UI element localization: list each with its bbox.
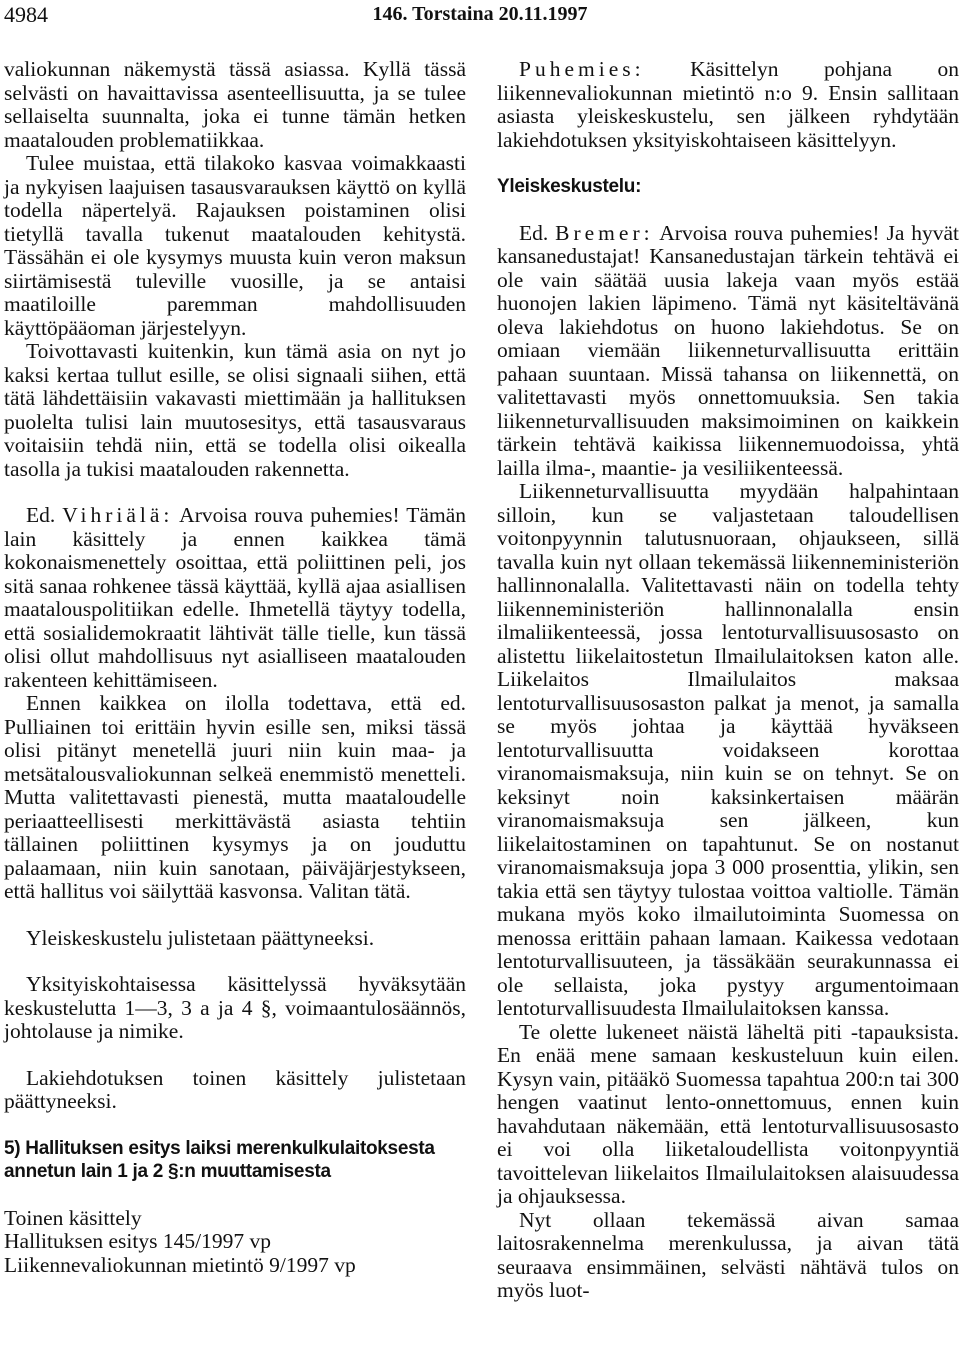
speaker-title: Ed.	[26, 503, 63, 527]
debate-closed: Yleiskeskustelu julistetaan päättyneeksi.	[26, 925, 375, 950]
detailed-reading: Yksityiskohtaisessa käsittelyssä hyväksytään keskustelutta 1—3, 3 a ja 4 §, voimaantulosäännös, johtolause ja nimike.	[4, 972, 466, 1043]
speaker-name: Bremer:	[555, 220, 654, 245]
right-column	[497, 58, 959, 1303]
speaker-name: Puhemies:	[519, 57, 645, 81]
page-header	[4, 0, 956, 30]
speech-text: Arvoisa rouva puhemies! Tämän lain käsittely ja ennen kaikkea tämä kokonaismenettely osoittaa, että poliittinen peli, jos sitä sanaa rohkenee tässä käyttää, kyllä ajaa asiallisen maatalouspolitiikan edelle. Ihmetellä täytyy todella, että sosialidemokraatit lähtivät tälle tielle, kun tässä olisi ollut mahdollisuus nyt asialliseen maatalouden rakenteen kehittämiseen.	[4, 503, 466, 692]
paragraph: valiokunnan näkemystä tässä asiassa. Kyllä tässä selvästi on havaittavissa asenteellisuutta, ja se tulee sellaiselta suunnalta, joka ei tunne tämän hetken maatalouden problematiikkaa.	[4, 57, 466, 152]
paragraph: Nyt ollaan tekemässä aivan samaa laitosrakennelma merenkulussa, ja aivan tätä seuraava ensimmäinen, selvästi nähtävä tulos on myös luot-	[497, 1207, 959, 1302]
page-number: 4984	[4, 2, 48, 27]
paragraph: Ennen kaikkea on ilolla todettava, että ed. Pulliainen toi erittäin hyvin esille sen, miksi tässä olisi pitänyt menetellä juuri niin kuin maa- ja metsätalousvaliokunnan selkeä enemmistö menetteli. Mutta valitettavasti pienestä, mutta maataloudelle periaatteellisesti merkittävästä asiasta tehtiin tällainen poliittinen kysymys ja on jouduttu palaamaan, niin kuin sanotaan, päiväjärjestykseen, että hallitus voi säilyttää kasvonsa. Valitan tätä.	[4, 691, 466, 903]
paragraph: Toivottavasti kuitenkin, kun tämä asia on nyt jo kaksi kertaa tullut esille, se olisi signaali siihen, että tätä lähdettäisiin vakavasti miettimään ja hallituksen puolelta tulisi lain muutosesitys, että tasausvaraus voitaisiin tehdä niin, että se todella olisi oikealla tasolla ja tukisi maatalouden rakennetta.	[4, 339, 466, 481]
agenda-item-heading: 5) Hallituksen esitys laiksi merenkulkulaitoksesta annetun lain 1 ja 2 §:n muuttamisesta	[4, 1137, 435, 1182]
government-proposal-ref: Hallituksen esitys 145/1997 vp	[4, 1229, 271, 1253]
speaker-name: Vihriälä:	[62, 503, 174, 527]
subheading: Yleiskeskustelu:	[497, 176, 642, 197]
speaker-title: Ed.	[519, 220, 556, 245]
speech-text: Käsittelyn pohjana on liikennevaliokunnan mietintö n:o 9. Ensin sallitaan asiasta yleiskeskustelu, sen jälkeen ryhdytään lakiehdotuksen yksityiskohtaiseen käsittelyyn.	[497, 57, 959, 152]
paragraph: Liikenneturvallisuutta myydään halpahintaan silloin, kun se valjastetaan taloudellisen voitonpyynnin talutusnuoraan, ohjaukseen, sillä tavalla kuin nyt ollaan tekemässä liikenneministeriön hallinnonalalla. Valitettavasti näin on todella tehty liikenneministeriön hallinnonalalla ensin ilmaliikenteessä, jossa lentoturvallisuusosasto on alistettu liikelaitostetun Ilmailulaitoksen katon alle. Liikelaitos Ilmailulaitos maksaa lentoturvallisuusosaston palkat ja menot, ja samalla se myös johtaa ja käyttää hyväkseen lentoturvallisuutta voidakseen korottaa viranomaismaksuja, niin kuin se on tehnyt. Se on keksinyt noin kaksinkertaisen määrän viranomaismaksuja sen jälkeen, kun liikelaitostaminen on tapahtunut. Se on nostanut viranomaismaksuja jopa 3 000 prosenttia, ylikin, sen takia että sen täytyy tulostaa voittoa valtiolle. Tämän mukana myös koko ilmailutoiminta Suomessa on menossa erittäin pahaan lamaan. Kaikessa vedotaan lentoturvallisuuteen, ja tässäkään seurakunnassa ei ole sellaista, joka pystyy argumentoimaan lentoturvallisuudesta Ilmailulaitoksen kanssa.	[497, 479, 959, 1020]
reading-label: Toinen käsittely	[4, 1205, 142, 1230]
speech-bremer	[497, 222, 959, 481]
speech-vihriala	[4, 504, 466, 692]
reading-closed: Lakiehdotuksen toinen käsittely julistetaan päättyneeksi.	[4, 1065, 466, 1113]
speech-text: Arvoisa rouva puhemies! Ja hyvät kansanedustajat! Kansanedustajan tärkein tehtävä ei ole vain säätää uusia lakeja vaan myös estää huonojen lakien läpimeno. Tämä nyt käsiteltävänä oleva lakiehdotus on huono lakiehdotus. Se on omiaan viemään liikenneturvallisuutta erittäin pahaan suuntaan. Missä tahansa on liikennettä, on valitettavasti myös onnettomuuksia. Sen takia liikenneturvallisuuden maksimoiminen on kaikkein tärkein tehtävä kaikissa liikennemuodoissa, yhtä lailla ilma-, maantie- ja vesiliikenteessä.	[497, 220, 959, 480]
paragraph: Te olette lukeneet näistä läheltä piti -tapauksista. En enää mene samaan keskusteluun kuin eilen. Kysyn vain, pitääkö Suomessa tapahtua 200:n tai 300 hengen vaatinut lento-onnettomuus, ennen kuin havahdutaan näkemään, että lentoturvallisuusosasto ei voi olla liiketaloudellista voitonpyyntiä tavoittelevan liikelaitos Ilmailulaitoksen alaisuudessa ja ohjauksessa.	[497, 1019, 959, 1208]
session-title: 146. Torstaina 20.11.1997	[372, 3, 588, 25]
paragraph: Tulee muistaa, että tilakoko kasvaa voimakkaasti ja nykyisen laajuisen tasausvarauksen käyttö on kyllä todella näpertelyä. Rajauksen poistaminen olisi tietyllä tavalla tukenut maatalouden kehitystä. Tässähän ei ole kysymys muusta kuin veron maksun siirtämisestä tuleville vuosille, ja se antaisi maatiloille paremman mahdollisuuden käyttöpääoman järjestelyyn.	[4, 151, 466, 340]
committee-report-ref: Liikennevaliokunnan mietintö 9/1997 vp	[4, 1252, 356, 1277]
left-column	[4, 58, 466, 1277]
speech-puhemies	[497, 58, 959, 152]
